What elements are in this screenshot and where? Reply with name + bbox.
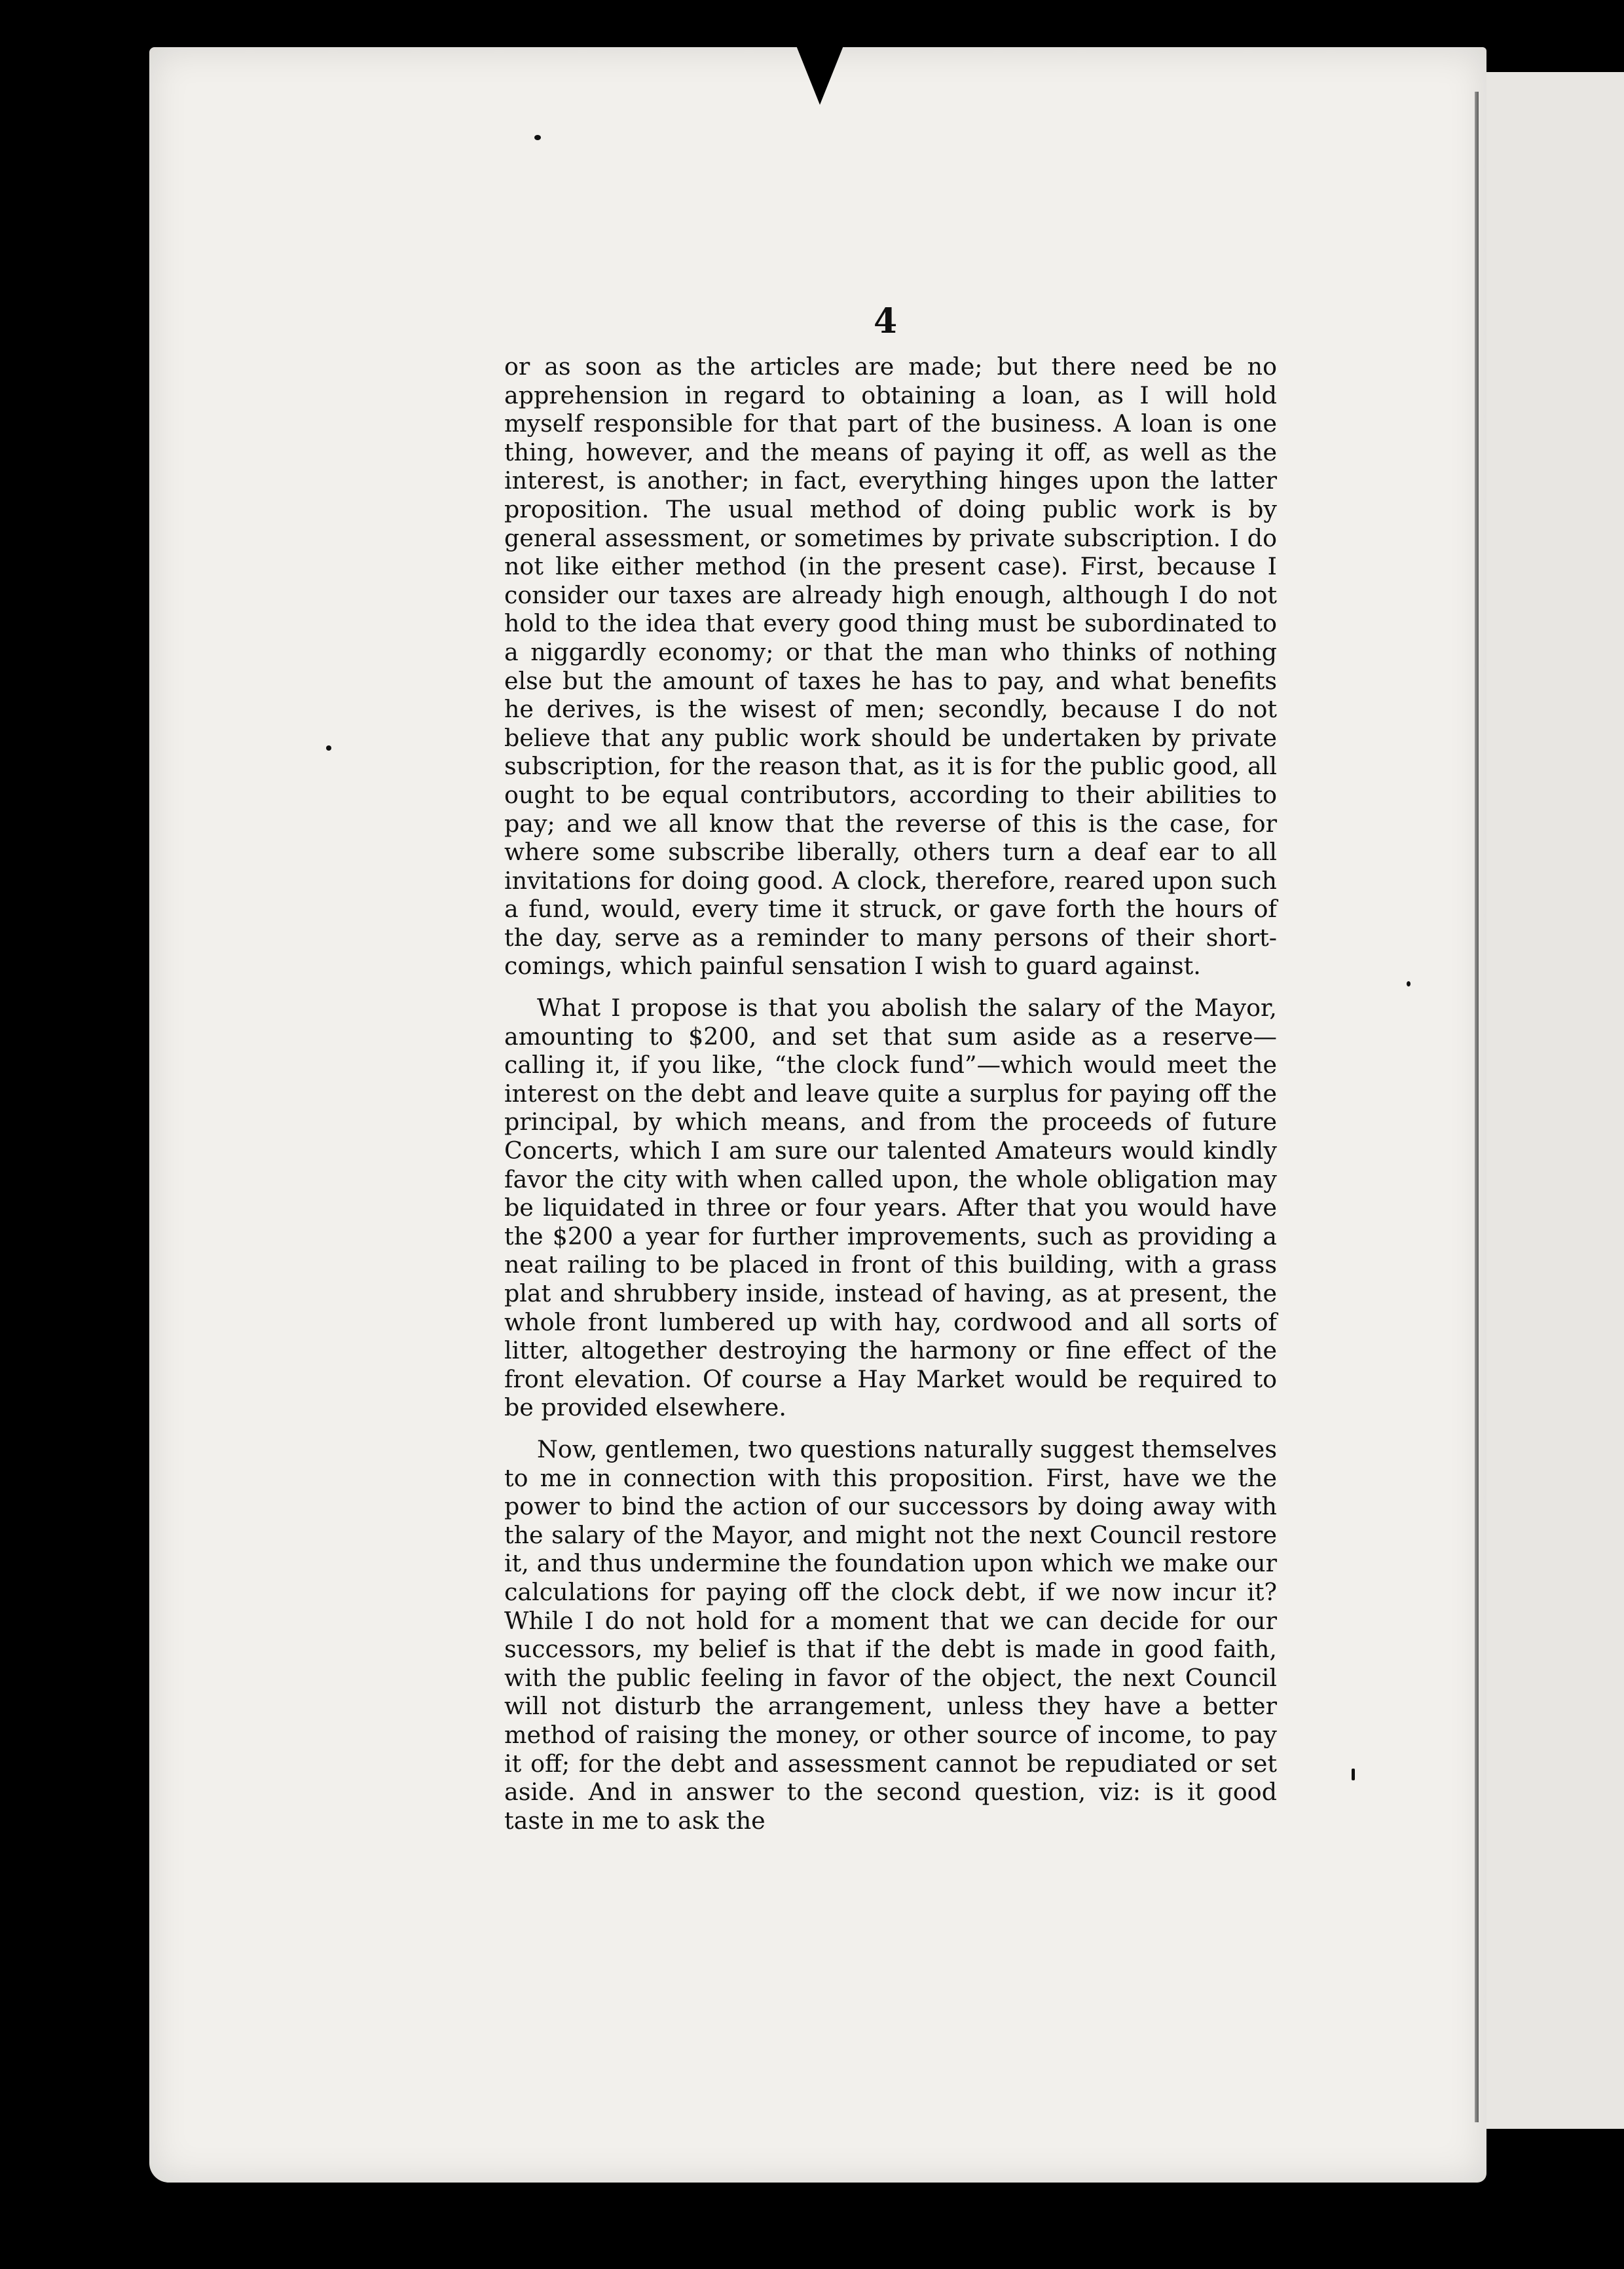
ink-speck [1407, 981, 1411, 986]
body-text [504, 352, 1277, 1835]
ink-speck [326, 745, 331, 751]
ink-speck [534, 135, 541, 140]
ink-speck [1352, 1769, 1355, 1780]
paragraph: What I propose is that you abolish the salary of the Mayor, amounting to $200, and set that sum aside as a reserve—calling it, if you like, “the clock fund”—which would meet the interest on the debt and leave quite a surplus for paying off the principal, by which means, and from the proceeds of future Concerts, which I am sure our talented Amateurs would kindly favor the city with when called upon, the whole obligation may be liquidated in three or four years. After that you would have the $200 a year for further improvements, such as providing a neat railing to be placed in front of this building, with a grass plat and shrubbery inside, instead of having, as at present, the whole front lumbered up with hay, cordwood and all sorts of litter, altogether destroying the harmony or fine effect of the front elevation. Of course a Hay Market would be required to be provided elsewhere. [504, 994, 1277, 1422]
paragraph: or as soon as the articles are made; but there need be no apprehension in regard to obtaining a loan, as I will hold myself responsible for that part of the business. A loan is one thing, however, and the means of paying it off, as well as the interest, is another; in fact, everything hinges upon the latter proposition. The usual method of doing public work is by general assessment, or sometimes by private subscription. I do not like either method (in the present case). First, because I consider our taxes are already high enough, although I do not hold to the idea that every good thing must be subordinated to a niggardly economy; or that the man who thinks of nothing else but the amount of taxes he has to pay, and what benefits he derives, is the wisest of men; secondly, because I do not believe that any public work should be undertaken by private subscription, for the reason that, as it is for the public good, all ought to be equal contributors, according to their abilities to pay; and we all know that the reverse of this is the case, for where some subscribe liberally, others turn a deaf ear to all invitations for doing good. A clock, therefore, reared upon such a fund, would, every time it struck, or gave forth the hours of the day, serve as a reminder to many persons of their short-comings, which painful sensation I wish to guard against. [504, 352, 1277, 981]
adjacent-page-edge [1481, 72, 1624, 2129]
page-number: 4 [874, 301, 898, 341]
page-fold-shadow [1475, 92, 1479, 2122]
paper-notch [794, 39, 846, 105]
paragraph: Now, gentlemen, two questions naturally suggest themselves to me in connection with this proposition. First, have we the power to bind the action of our successors by doing away with the salary of the Mayor, and might not the next Council restore it, and thus undermine the foundation upon which we make our calculations for paying off the clock debt, if we now incur it? While I do not hold for a moment that we can decide for our successors, my belief is that if the debt is made in good faith, with the public feeling in favor of the object, the next Council will not disturb the arrangement, unless they have a better method of raising the money, or other source of income, to pay it off; for the debt and assessment cannot be repudiated or set aside. And in answer to the second question, viz: is it good taste in me to ask the [504, 1435, 1277, 1835]
